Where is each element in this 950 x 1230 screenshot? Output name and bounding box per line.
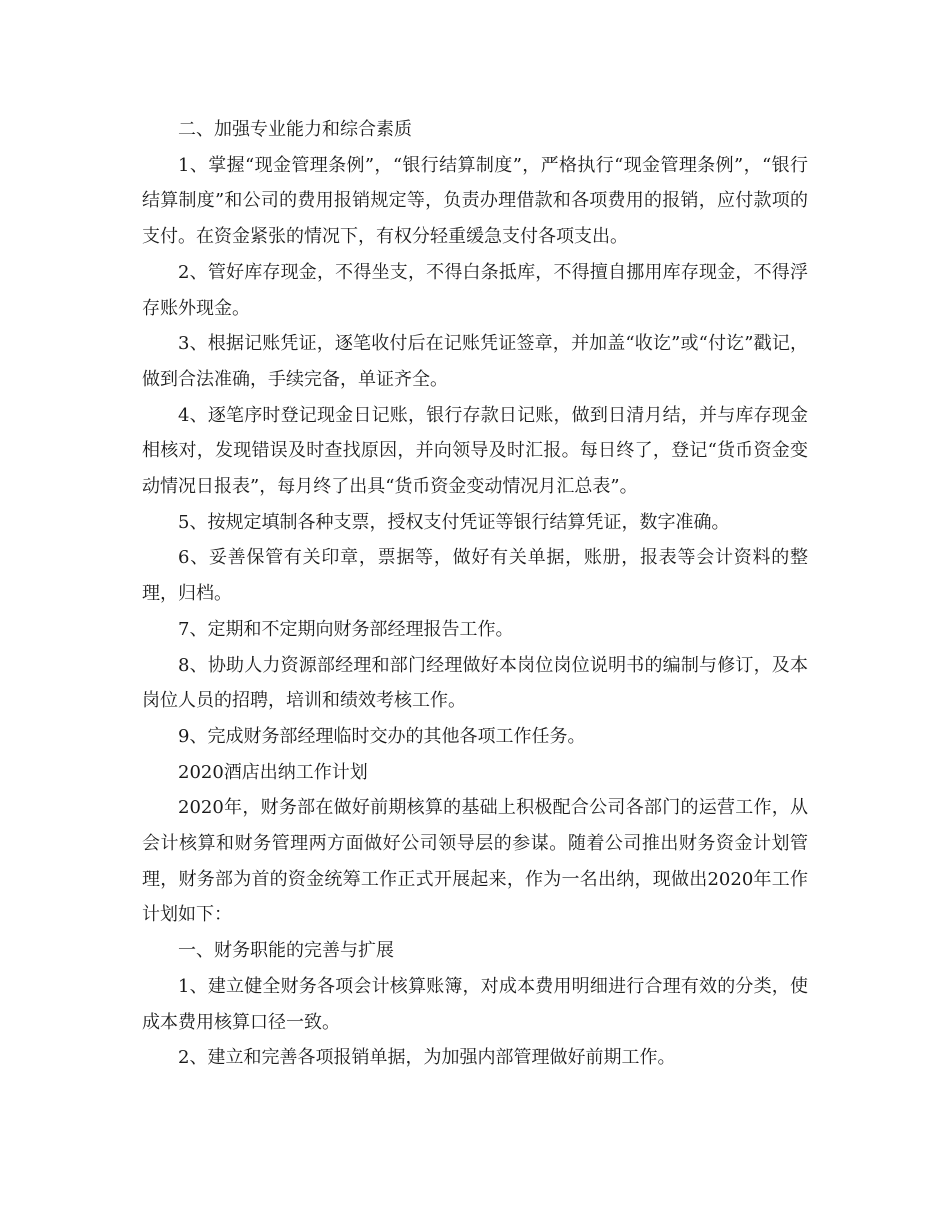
paragraph: 1、建立健全财务各项会计核算账簿，对成本费用明细进行合理有效的分类，使成本费用核算口径一致。 bbox=[142, 975, 808, 1033]
paragraph: 2020年，财务部在做好前期核算的基础上积极配合公司各部门的运营工作，从会计核算和财务管理两方面做好公司领导层的参谋。随着公司推出财务资金计划管理，财务部为首的资金统筹工作正式开展起来，作为一名出纳，现做出2020年工作计划如下： bbox=[142, 797, 808, 926]
paragraph: 2、建立和完善各项报销单据，为加强内部管理做好前期工作。 bbox=[178, 1047, 676, 1069]
paragraph: 6、妥善保管有关印章，票据等，做好有关单据，账册，报表等会计资料的整理，归档。 bbox=[142, 547, 808, 605]
paragraph: 7、定期和不定期向财务部经理报告工作。 bbox=[178, 618, 514, 640]
document-title: 2020酒店出纳工作计划 bbox=[178, 761, 368, 783]
document-body bbox=[142, 112, 808, 1076]
paragraph: 4、逐笔序时登记现金日记账，银行存款日记账，做到日清月结，并与库存现金相核对，发现错误及时查找原因，并向领导及时汇报。每日终了，登记“货币资金变动情况日报表”，每月终了出具“货币资金变动情况月汇总表”。 bbox=[142, 404, 808, 498]
paragraph: 8、协助人力资源部经理和部门经理做好本岗位岗位说明书的编制与修订，及本岗位人员的招聘，培训和绩效考核工作。 bbox=[142, 654, 808, 712]
paragraph: 1、掌握“现金管理条例”，“银行结算制度”，严格执行“现金管理条例”，“银行结算制度”和公司的费用报销规定等，负责办理借款和各项费用的报销，应付款项的支付。在资金紧张的情况下，有权分轻重缓急支付各项支出。 bbox=[142, 154, 808, 248]
section-heading: 二、加强专业能力和综合素质 bbox=[178, 119, 412, 140]
paragraph: 3、根据记账凭证，逐笔收付后在记账凭证签章，并加盖“收讫”或“付讫”戳记，做到合法准确，手续完备，单证齐全。 bbox=[142, 333, 808, 390]
paragraph: 2、管好库存现金，不得坐支，不得白条抵库，不得擅自挪用库存现金，不得浮存账外现金。 bbox=[142, 261, 808, 319]
section-heading: 一、财务职能的完善与扩展 bbox=[178, 940, 394, 962]
paragraph: 5、按规定填制各种支票，授权支付凭证等银行结算凭证，数字准确。 bbox=[178, 511, 730, 533]
paragraph: 9、完成财务部经理临时交办的其他各项工作任务。 bbox=[178, 725, 586, 747]
